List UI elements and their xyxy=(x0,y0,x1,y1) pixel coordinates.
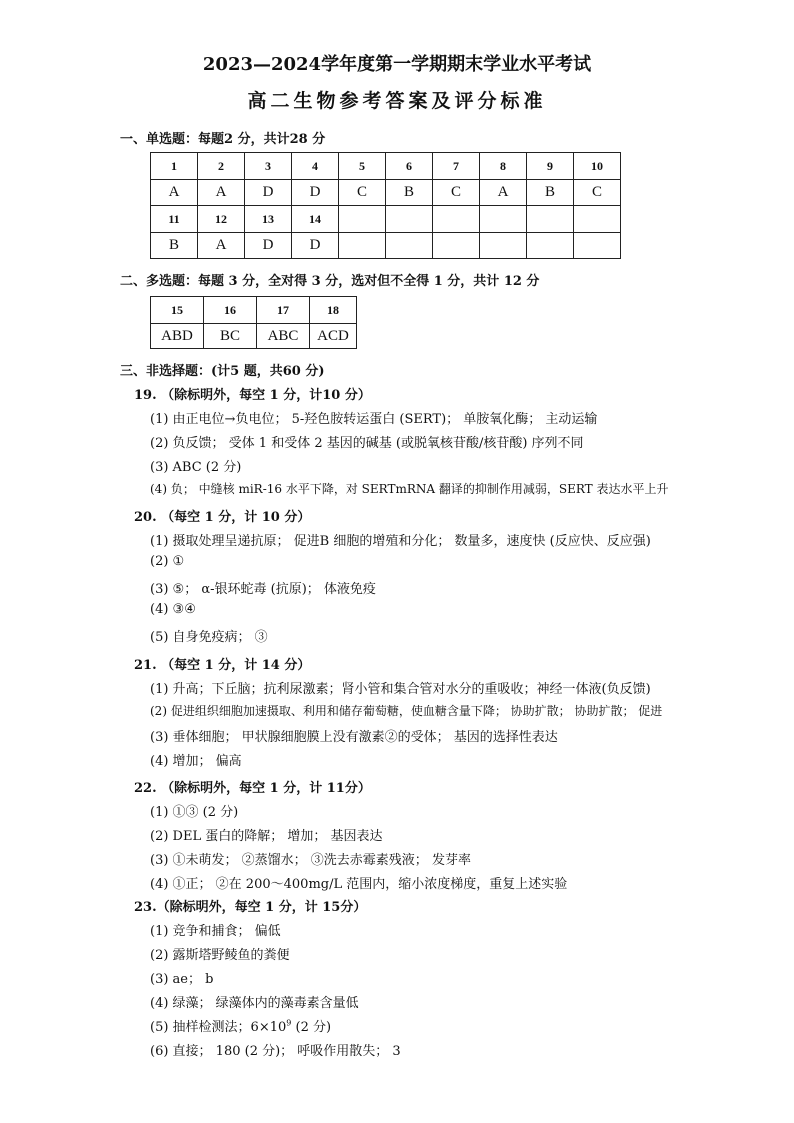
answer-text: (5) 抽样检测法；6×10 xyxy=(150,1020,287,1035)
answer-line: (2) 促进组织细胞加速摄取、利用和储存葡萄糖，使血糖含量下降； 协助扩散； 协助扩散； 促进 xyxy=(150,704,663,718)
answer-line: (1) 摄取处理呈递抗原； 促进B 细胞的增殖和分化； 数量多，速度快 (反应快、反应强) xyxy=(150,534,651,549)
answer-cell: B xyxy=(527,180,574,206)
table-row xyxy=(151,180,621,206)
answer-line: (4) 绿藻； 绿藻体内的藻毒素含量低 xyxy=(150,996,359,1011)
answer-cell: ACD xyxy=(310,324,357,349)
answer-cell: ABC xyxy=(257,324,310,349)
question-number-cell: 7 xyxy=(433,153,480,180)
table-row xyxy=(151,206,621,233)
table-row xyxy=(151,153,621,180)
answer-line: (1) ①③ (2 分) xyxy=(150,805,239,820)
answer-cell: C xyxy=(433,180,480,206)
answer-cell: A xyxy=(198,233,245,259)
question-number-cell: 12 xyxy=(198,206,245,233)
answer-cell: A xyxy=(151,180,198,206)
table-row xyxy=(151,324,357,349)
answer-cell: ABD xyxy=(151,324,204,349)
question-number-cell: 9 xyxy=(527,153,574,180)
answer-cell: B xyxy=(151,233,198,259)
answer-cell: BC xyxy=(204,324,257,349)
answer-line: (4) 负； 中缝核 miR-16 水平下降，对 SERTmRNA 翻译的抑制作用减弱，SERT 表达水平上升 xyxy=(150,482,669,496)
score-note: (2 分) xyxy=(291,1020,332,1035)
question-number-cell: 11 xyxy=(151,206,198,233)
question-number-cell: 14 xyxy=(292,206,339,233)
empty-cell xyxy=(574,233,621,259)
answer-line: (3) ae； b xyxy=(150,972,214,987)
question-number-cell: 8 xyxy=(480,153,527,180)
question-21-heading: 21. （每空 1 分，计 14 分） xyxy=(134,658,311,673)
answer-cell: D xyxy=(292,180,339,206)
question-number-cell: 3 xyxy=(245,153,292,180)
exponent: 9 xyxy=(286,1018,292,1028)
empty-cell xyxy=(433,233,480,259)
question-number-cell: 2 xyxy=(198,153,245,180)
answer-line: (2) 负反馈； 受体 1 和受体 2 基因的碱基 (或脱氧核苷酸/核苷酸) 序列不同 xyxy=(150,436,584,451)
answer-line: (1) 升高；下丘脑；抗利尿激素；肾小管和集合管对水分的重吸收；神经一体液(负反馈) xyxy=(150,682,651,697)
question-23-heading: 23.（除标明外，每空 1 分，计 15分） xyxy=(134,900,367,915)
answer-line: (4) 增加； 偏高 xyxy=(150,754,242,769)
answer-line: (5) 自身免疫病； ③ xyxy=(150,630,268,645)
answer-line: (2) DEL 蛋白的降解； 增加； 基因表达 xyxy=(150,829,383,844)
question-number-cell: 10 xyxy=(574,153,621,180)
answer-line: (1) 由正电位→负电位； 5-羟色胺转运蛋白 (SERT)； 单胺氧化酶； 主动运输 xyxy=(150,412,598,427)
table-row xyxy=(151,233,621,259)
question-number-cell: 1 xyxy=(151,153,198,180)
table-row xyxy=(151,297,357,324)
empty-cell xyxy=(527,233,574,259)
question-number-cell: 5 xyxy=(339,153,386,180)
question-number-cell: 13 xyxy=(245,206,292,233)
empty-cell xyxy=(480,233,527,259)
answer-line xyxy=(150,1016,331,1035)
answer-line: (3) ⑤； α-银环蛇毒 (抗原)； 体液免疫 xyxy=(150,582,376,597)
answer-cell: B xyxy=(386,180,433,206)
question-number-cell: 16 xyxy=(204,297,257,324)
empty-cell xyxy=(339,206,386,233)
multi-choice-answer-table xyxy=(150,296,357,349)
empty-cell xyxy=(480,206,527,233)
answer-key-subtitle: 高二生物参考答案及评分标准 xyxy=(247,90,547,112)
empty-cell xyxy=(433,206,480,233)
question-number-cell: 4 xyxy=(292,153,339,180)
section1-heading: 一、单选题：每题2 分，共计28 分 xyxy=(120,132,326,147)
empty-cell xyxy=(527,206,574,233)
empty-cell xyxy=(386,206,433,233)
section2-heading: 二、多选题：每题 3 分，全对得 3 分，选对但不全得 1 分，共计 12 分 xyxy=(120,274,540,289)
answer-line: (2) ① xyxy=(150,554,185,569)
question-number-cell: 18 xyxy=(310,297,357,324)
answer-cell: D xyxy=(292,233,339,259)
empty-cell xyxy=(339,233,386,259)
answer-cell: A xyxy=(198,180,245,206)
question-19-heading: 19. （除标明外，每空 1 分，计10 分） xyxy=(134,388,371,403)
answer-cell: C xyxy=(339,180,386,206)
exam-title: 2023—2024学年度第一学期期末学业水平考试 xyxy=(202,54,592,75)
section3-heading: 三、非选择题：(计5 题，共60 分) xyxy=(120,364,325,379)
answer-line: (6) 直接； 180 (2 分)； 呼吸作用散失； 3 xyxy=(150,1044,401,1059)
answer-cell: D xyxy=(245,233,292,259)
answer-cell: D xyxy=(245,180,292,206)
answer-line: (1) 竞争和捕食； 偏低 xyxy=(150,924,281,939)
question-number-cell: 15 xyxy=(151,297,204,324)
question-20-heading: 20. （每空 1 分，计 10 分） xyxy=(134,510,311,525)
answer-line: (3) ①未萌发； ②蒸馏水； ③洗去赤霉素残液； 发芽率 xyxy=(150,853,471,868)
empty-cell xyxy=(386,233,433,259)
empty-cell xyxy=(574,206,621,233)
question-number-cell: 6 xyxy=(386,153,433,180)
answer-cell: C xyxy=(574,180,621,206)
answer-line: (2) 露斯塔野鲮鱼的粪便 xyxy=(150,948,290,963)
answer-line: (4) ①正； ②在 200～400mg/L 范围内，缩小浓度梯度，重复上述实验 xyxy=(150,877,568,892)
question-22-heading: 22. （除标明外，每空 1 分，计 11分） xyxy=(134,781,371,796)
answer-cell: A xyxy=(480,180,527,206)
question-number-cell: 17 xyxy=(257,297,310,324)
single-choice-answer-table xyxy=(150,152,621,259)
answer-line: (3) 垂体细胞； 甲状腺细胞膜上没有激素②的受体； 基因的选择性表达 xyxy=(150,730,558,745)
answer-line: (3) ABC (2 分) xyxy=(150,460,242,475)
answer-line: (4) ③④ xyxy=(150,602,196,617)
